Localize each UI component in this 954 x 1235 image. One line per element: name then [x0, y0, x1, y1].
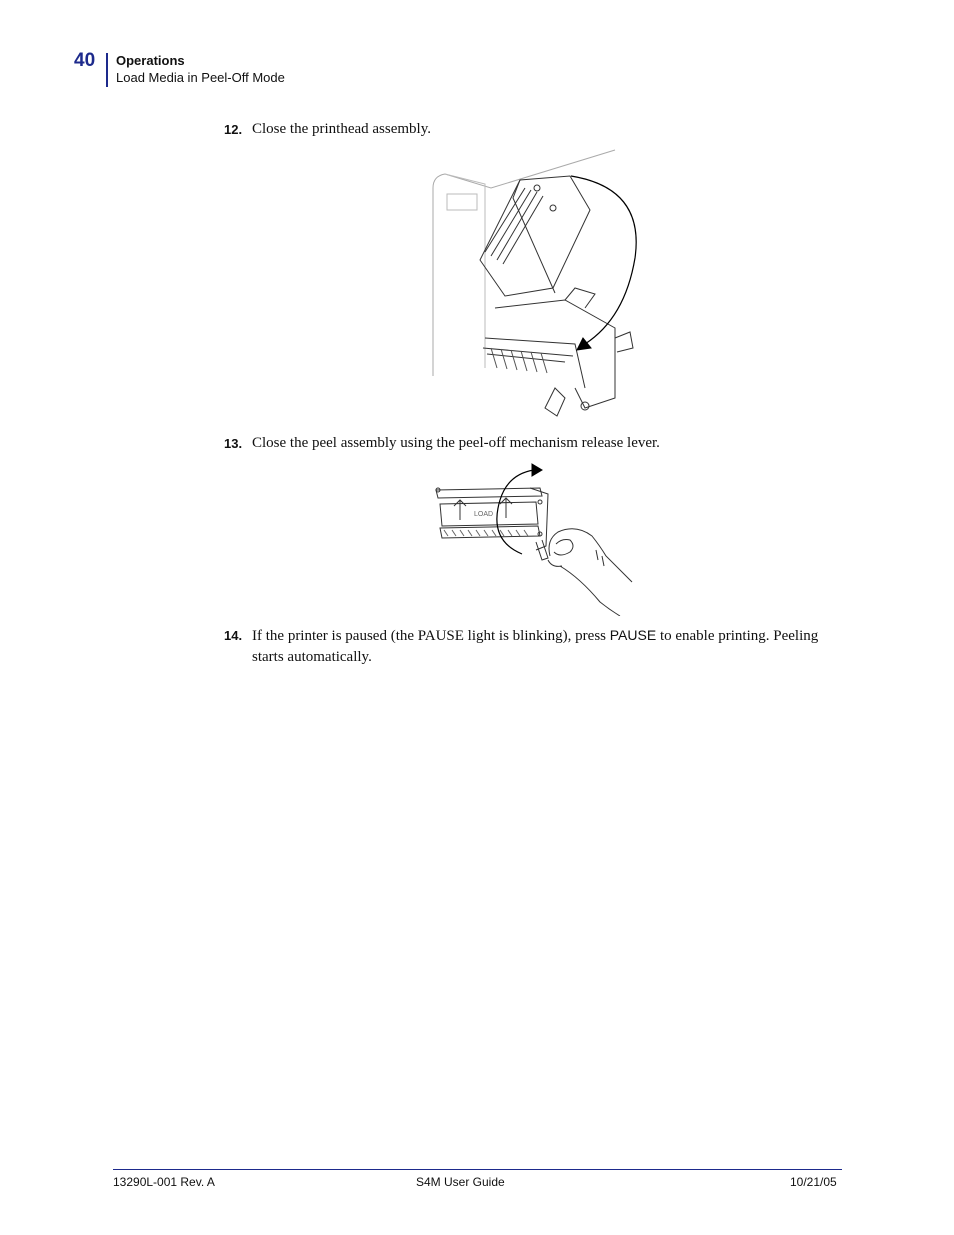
footer-title: S4M User Guide: [416, 1175, 505, 1189]
step-number: 12.: [224, 122, 243, 137]
footer-doc-number: 13290L-001 Rev. A: [113, 1175, 215, 1189]
step-text: Close the printhead assembly.: [252, 121, 431, 137]
step-12: [224, 119, 834, 140]
subsection-title: Load Media in Peel-Off Mode: [116, 70, 285, 85]
step-13: [224, 433, 834, 454]
page-number: 40: [74, 50, 96, 71]
step-number: 13.: [224, 436, 243, 451]
pause-button-name: PAUSE: [609, 627, 657, 643]
footer-date: 10/21/05: [790, 1175, 837, 1189]
section-title: Operations: [116, 53, 185, 68]
printhead-closing-illustration: [425, 148, 645, 420]
step-text-end: to enable printing. Peeling starts automatically.: [252, 628, 819, 665]
step-14: [224, 625, 834, 668]
step-text: [252, 625, 834, 668]
header-divider: [106, 53, 108, 87]
step-number: 14.: [224, 628, 243, 643]
step-text-start: If the printer is paused (the PAUSE light is blinking), press: [252, 628, 610, 644]
step-text: Close the peel assembly using the peel-off mechanism release lever.: [252, 435, 660, 451]
footer-divider: [113, 1169, 842, 1170]
peel-lever-illustration: [430, 460, 640, 616]
svg-text:LOAD: LOAD: [474, 511, 494, 518]
